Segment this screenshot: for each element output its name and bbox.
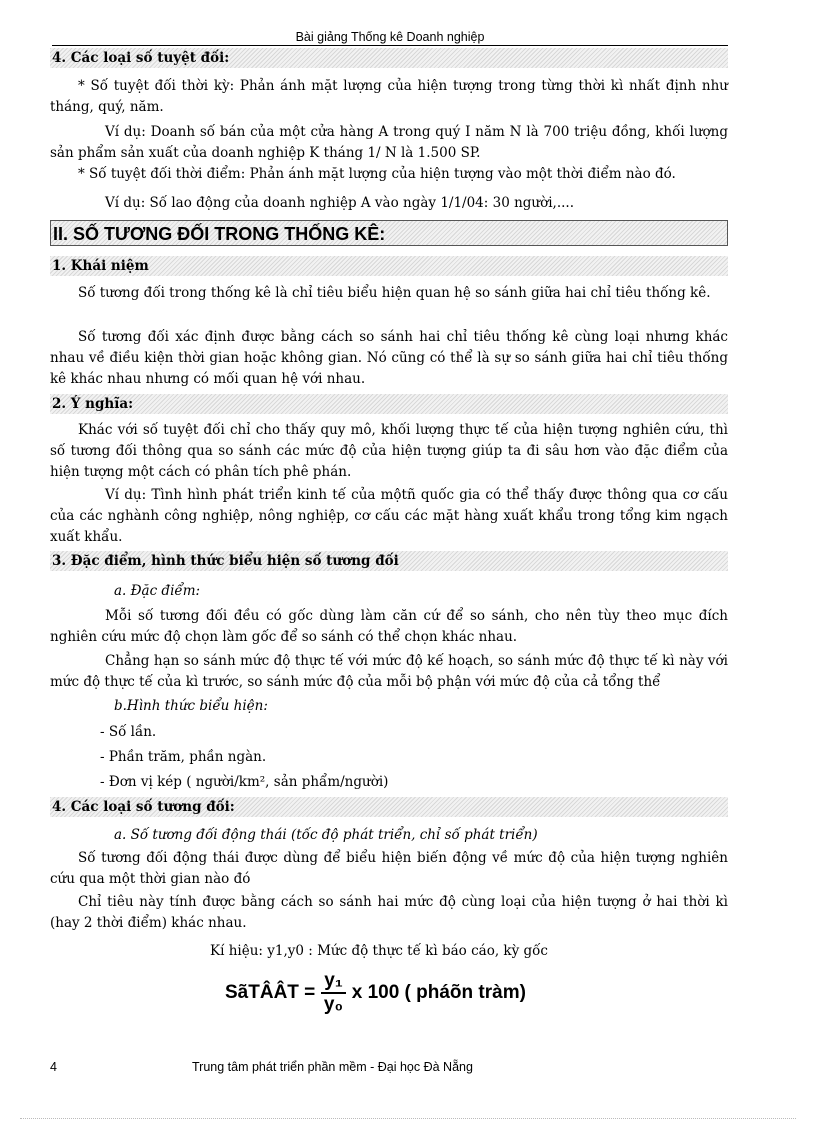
paragraph: Số tương đối xác định được bằng cách so sánh hai chỉ tiêu thống kê cùng loại nhưng khác nhau về điều kiện thời gian hoặc không gian. Nó cũng có thể là sự so sánh giữa hai chỉ tiêu thống kê khác nhau nhưng có mối quan hệ với nhau. [50, 329, 728, 387]
subheading: a. Đặc điểm: [114, 583, 201, 599]
paragraph: Mỗi số tương đối đều có gốc dùng làm căn cứ để so sánh, cho nên tùy theo mục đích nghiên cứu mức độ chọn làm gốc để so sánh có thể chọn khác nhau. [50, 608, 728, 645]
list-item: - Số lần. [100, 724, 157, 740]
section-title-absolute-types: 4. Các loại số tuyệt đối: [50, 48, 728, 68]
paragraph: Chẳng hạn so sánh mức độ thực tế với mức độ kế hoạch, so sánh mức độ thực tế kì này với mức độ thực tế của kì trước, so sánh mức độ của mỗi bộ phận với mức độ của cả tổng thể [50, 653, 728, 690]
formula-denominator: y₀ [323, 994, 344, 1015]
subheading: a. Số tương đối động thái (tốc độ phát triển, chỉ số phát triển) [114, 827, 538, 843]
paragraph: Số tương đối động thái được dùng để biểu hiện biến động về mức độ của hiện tượng nghiên cứu qua một thời gian nào đó [50, 850, 728, 887]
paragraph: Ví dụ: Số lao động của doanh nghiệp A vào ngày 1/1/04: 30 người,.... [105, 195, 575, 211]
section-title-concept: 1. Khái niệm [50, 256, 728, 276]
list-item: - Đơn vị kép ( người/km², sản phẩm/người) [100, 774, 389, 790]
formula-numerator: y₁ [321, 970, 345, 994]
formula-rhs: x 100 ( pháõn tràm) [351, 982, 526, 1003]
subheading: b.Hình thức biểu hiện: [114, 698, 268, 714]
symbol-definition: Kí hiệu: y1,y0 : Mức độ thực tế kì báo cáo, kỳ gốc [210, 943, 548, 959]
paragraph: * Số tuyệt đối thời điểm: Phản ánh mặt lượng của hiện tượng vào một thời điểm nào đó. [78, 166, 676, 182]
list-item: - Phần trăm, phần ngàn. [100, 749, 267, 765]
page-header: Bài giảng Thống kê Doanh nghiệp [52, 30, 728, 46]
page-number: 4 [50, 1060, 57, 1074]
chapter-title: II. SỐ TƯƠNG ĐỐI TRONG THỐNG KÊ: [50, 220, 728, 246]
page-footer: Trung tâm phát triển phần mềm - Đại học Đà Nẵng [192, 1060, 473, 1074]
paragraph: * Số tuyệt đối thời kỳ: Phản ánh mặt lượng của hiện tượng trong từng thời kì nhất định như tháng, quý, năm. [50, 78, 728, 115]
paragraph: Ví dụ: Doanh số bán của một cửa hàng A trong quý I năm N là 700 triệu đồng, khối lượng sản phẩm sản xuất của doanh nghiệp K tháng 1/ N là 1.500 SP. [50, 124, 728, 161]
section-title-relative-types: 4. Các loại số tương đối: [50, 797, 728, 817]
paragraph: Số tương đối trong thống kê là chỉ tiêu biểu hiện quan hệ so sánh giữa hai chỉ tiêu thống kê. [78, 285, 711, 301]
paragraph: Ví dụ: Tình hình phát triển kinh tế của mộtñ quốc gia có thể thấy được thông qua cơ cấu của các nghành công nghiệp, nông nghiệp, cơ cấu các mặt hàng xuất khẩu trong tổng kim ngạch xuất khẩu. [50, 487, 728, 545]
paragraph: Khác với số tuyệt đối chỉ cho thấy quy mô, khối lượng thực tế của hiện tượng nghiên cứu, thì số tương đối thông qua so sánh các mức độ của hiện tượng giúp ta đi sâu hơn vào đặc điểm của hiện tượng một cách có phân tích phê phán. [50, 422, 728, 480]
section-title-meaning: 2. Ý nghĩa: [50, 394, 728, 414]
paragraph: Chỉ tiêu này tính được bằng cách so sánh hai mức độ cùng loại của hiện tượng ở hai thời kì (hay 2 thời điểm) khác nhau. [50, 894, 728, 931]
divider [20, 1118, 796, 1119]
formula-fraction [321, 970, 345, 1016]
formula [225, 970, 526, 1016]
section-title-features: 3. Đặc điểm, hình thức biểu hiện số tương đối [50, 551, 728, 571]
formula-lhs: SãTÂÂT = [225, 982, 316, 1003]
